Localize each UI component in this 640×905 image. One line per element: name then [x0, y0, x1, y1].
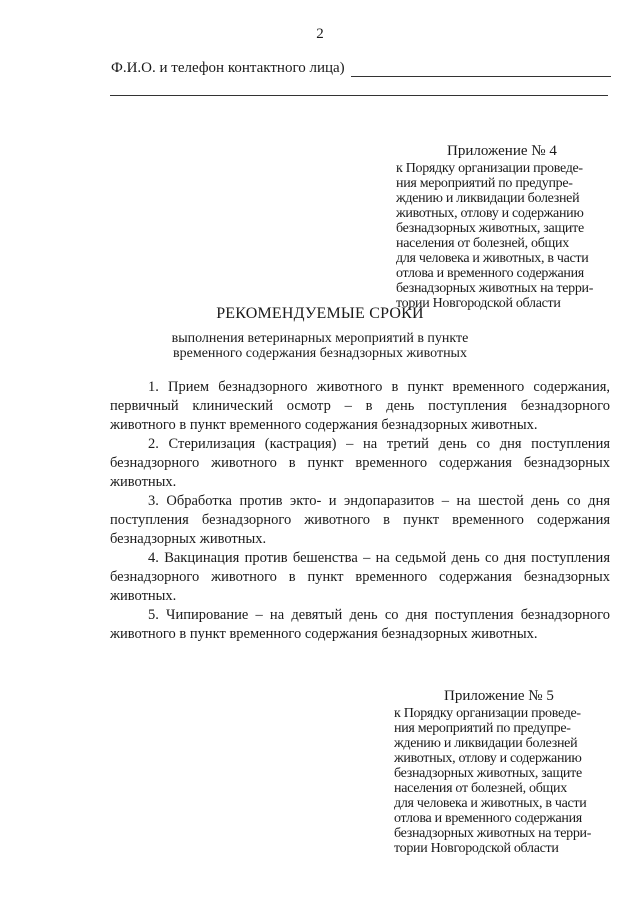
measure-line: животного в пункт временного содержания безнадзорных животных.	[110, 626, 538, 642]
measure-line: безнадзорного животного в пункт временного содержания безнадзорных	[110, 569, 610, 585]
measure-line: животных.	[110, 474, 177, 490]
subtitle-line: временного содержания безнадзорных животных	[173, 346, 467, 361]
appendix-4-line: для человека и животных, в части	[396, 251, 589, 266]
appendix-5-line: для человека и животных, в части	[394, 796, 587, 811]
appendix-4-title: Приложение № 4	[447, 143, 557, 159]
appendix-5-line: безнадзорных животных на терри-	[394, 826, 592, 841]
appendix-5-line: тории Новгородской области	[394, 841, 559, 856]
appendix-5-line: ния мероприятий по предупре-	[394, 721, 571, 736]
contact-field	[111, 60, 611, 77]
measure-line: 3. Обработка против экто- и эндопаразитов – на шестой день со дня	[148, 493, 610, 509]
appendix-5-line: отлова и временного содержания	[394, 811, 582, 826]
measure-line: безнадзорного животного в пункт временного содержания безнадзорных	[110, 455, 610, 471]
measure-line: поступления безнадзорного животного в пункт временного содержания	[110, 512, 610, 528]
subtitle-line: выполнения ветеринарных мероприятий в пункте	[171, 331, 469, 346]
measure-line: животных.	[110, 588, 177, 604]
appendix-4-line: ния мероприятий по предупре-	[396, 176, 573, 191]
appendix-4-line: безнадзорных животных, защите	[396, 221, 584, 236]
measure-line: 1. Прием безнадзорного животного в пункт временного содержания,	[148, 379, 610, 395]
measure-line: 4. Вакцинация против бешенства – на седьмой день со дня поступления	[148, 550, 610, 566]
appendix-5-title: Приложение № 5	[444, 688, 554, 704]
contact-fill-line	[351, 62, 611, 77]
page-number: 2	[316, 26, 324, 42]
measure-line: животного в пункт временного содержания безнадзорных животных.	[110, 417, 538, 433]
contact-label: Ф.И.О. и телефон контактного лица)	[111, 60, 345, 76]
appendix-4-line: ждению и ликвидации болезней	[396, 191, 580, 206]
appendix-4-line: населения от болезней, общих	[396, 236, 569, 251]
appendix-4-reference	[396, 161, 593, 311]
appendix-4-line: безнадзорных животных на терри-	[396, 281, 594, 296]
measure-item	[110, 378, 610, 435]
measure-line: 2. Стерилизация (кастрация) – на третий день со дня поступления	[148, 436, 610, 452]
measure-item	[110, 606, 610, 644]
appendix-4-line: к Порядку организации проведе-	[396, 161, 583, 176]
document-title: РЕКОМЕНДУЕМЫЕ СРОКИ	[216, 305, 424, 322]
appendix-5-line: безнадзорных животных, защите	[394, 766, 582, 781]
appendix-5-line: к Порядку организации проведе-	[394, 706, 581, 721]
measure-item	[110, 549, 610, 606]
appendix-5-line: животных, отлову и содержанию	[394, 751, 582, 766]
appendix-5-line: ждению и ликвидации болезней	[394, 736, 578, 751]
document-subtitle	[0, 331, 640, 361]
measure-item	[110, 435, 610, 492]
measure-item	[110, 492, 610, 549]
appendix-4-line: животных, отлову и содержанию	[396, 206, 584, 221]
measure-line: 5. Чипирование – на девятый день со дня поступления безнадзорного	[148, 607, 610, 623]
contact-continuation-line	[110, 95, 608, 96]
measures-list	[110, 378, 610, 644]
measure-line: безнадзорных животных.	[110, 531, 267, 547]
appendix-4-line: отлова и временного содержания	[396, 266, 584, 281]
appendix-4-line: тории Новгородской области	[396, 296, 561, 311]
appendix-5-reference	[394, 706, 591, 856]
measure-line: первичный клинический осмотр – в день поступления безнадзорного	[110, 398, 610, 414]
appendix-5-line: населения от болезней, общих	[394, 781, 567, 796]
